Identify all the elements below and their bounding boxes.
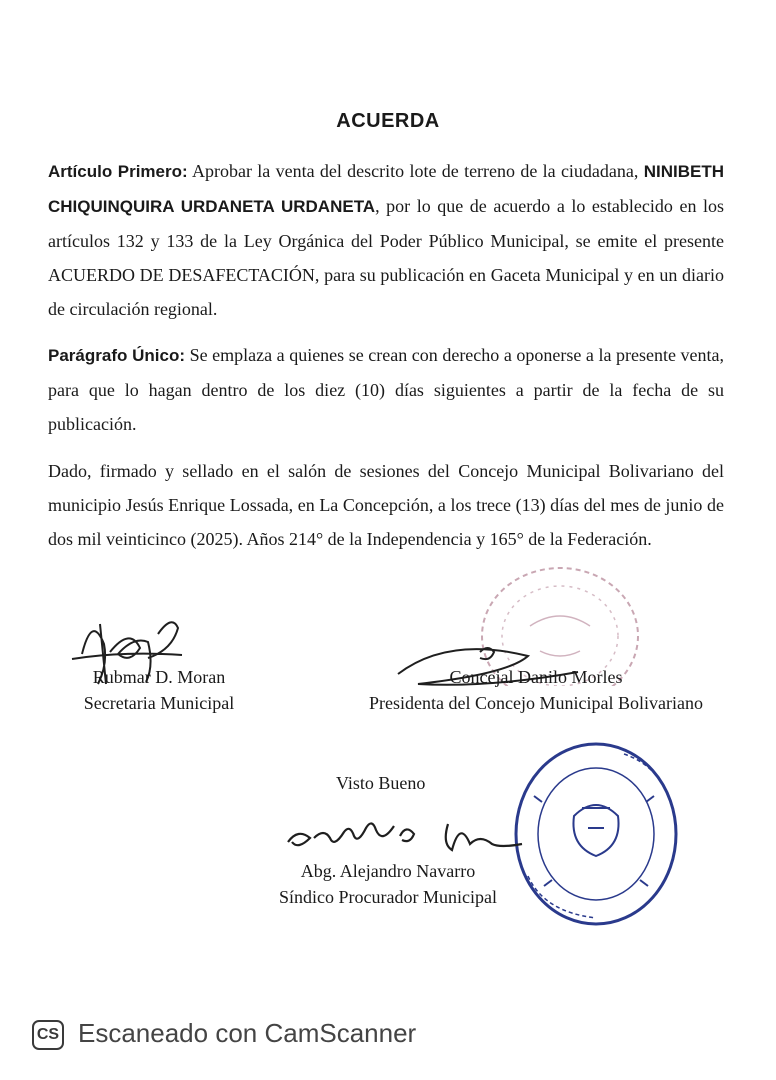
president-name: Concejal Danilo Morles [449,667,623,687]
article-one-text-b: , por lo que de acuerdo a lo establecido en los artículos 132 y 133 de la Ley Orgánica del Poder Público Municipal, se emite el presente ACUERDO DE DESAFECTACIÓN, para su publicación en Gaceta Municipal y en un diario de circulación regional. [48,196,725,319]
approval-label: Visto Bueno [336,773,426,793]
document-heading: ACUERDA [336,110,440,132]
secretary-signature-block [44,664,274,716]
paragraph-unique-label: Parágrafo Único: [48,346,186,365]
paragraph-unique [48,338,724,441]
attorney-title: Síndico Procurador Municipal [279,887,497,907]
closing-paragraph: Dado, firmado y sellado en el salón de sesiones del Concejo Municipal Bolivariano del municipio Jesús Enrique Lossada, en La Concepción, a los trece (13) días del mes de junio de dos mil veinticinco (2025). Años 214° de la Independencia y 165° de la Federación. [48,461,724,549]
article-one-label: Artículo Primero: [48,162,188,181]
secretary-name: Rubmar D. Moran [92,667,226,687]
official-seal-stamp [504,736,684,936]
camscanner-logo-icon: CS [32,1020,64,1050]
citizen-name: NINIBETH CHIQUINQUIRA URDANETA URDANETA [48,162,724,216]
paragraph-unique-text: Se emplaza a quienes se crean con derecho a oponerse a la presente venta, para que lo hagan dentro de los diez (10) días siguientes a partir de la fecha de su publicación. [48,345,724,434]
attorney-signature [280,812,530,862]
secretary-title: Secretaria Municipal [83,693,235,713]
article-one-paragraph [48,154,724,326]
article-one-text-a: Aprobar la venta del descrito lote de terreno de la ciudadana, [187,161,644,181]
president-signature-block [346,664,726,716]
president-title: Presidenta del Concejo Municipal Bolivariano [369,693,703,713]
attorney-signature-block [258,858,518,910]
camscanner-watermark: Escaneado con CamScanner [78,1018,417,1048]
attorney-name: Abg. Alejandro Navarro [300,861,476,881]
